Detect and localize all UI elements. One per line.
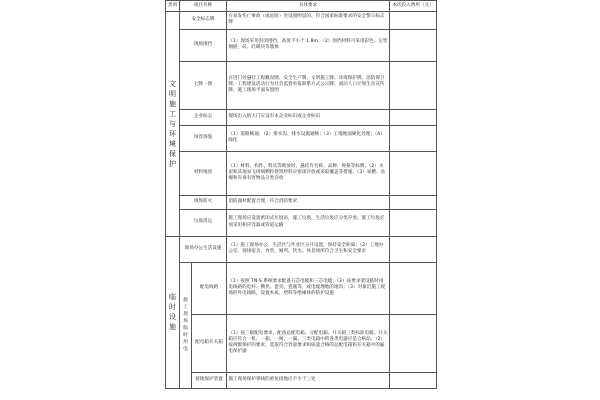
table-row	[166, 61, 437, 109]
item-name: 配电线路	[192, 262, 227, 314]
item-name: 企业标志	[180, 109, 227, 125]
requirement-text: 消防器材配置合理，符合消防要求	[227, 195, 390, 209]
cost-cell[interactable]	[390, 372, 437, 388]
cost-cell[interactable]	[390, 262, 437, 314]
table-row	[166, 195, 437, 209]
table-row	[166, 372, 437, 388]
table-row	[166, 314, 437, 372]
header-requirements: 具体要求	[227, 1, 390, 12]
requirement-text: （1）道路畅通；（2）排水沟、排水设施通畅；（3）工地地面硬化处理；（4）绿化	[227, 125, 390, 151]
item-name: 材料堆放	[180, 151, 227, 195]
table-row	[166, 109, 437, 125]
item-name: 配电箱开关箱	[192, 314, 227, 372]
table-row	[166, 236, 437, 262]
item-name: 现场办公生活设施	[180, 236, 227, 262]
cost-cell[interactable]	[390, 61, 437, 109]
cost-cell[interactable]	[390, 195, 437, 209]
item-name: 接地保护装置	[192, 372, 227, 388]
requirement-text: （1）按照 TN-S 系统要求配备五芯电缆和三芯电缆；（2）按要求架设临时用电线路的电杆、横担、瓷夹、瓷瓶等，或电缆埋地的地沟；（3）对靠近施工现场的外电线路，设置木质、塑料等绝缘体的防护设施	[227, 262, 390, 314]
cost-cell[interactable]	[390, 125, 437, 151]
requirement-text: 现场出入的大门应设有本企业标识或企业标识	[227, 109, 390, 125]
cost-cell[interactable]	[390, 209, 437, 236]
cost-cell[interactable]	[390, 11, 437, 29]
requirement-text: （1）现场采用封闭围挡，高度不小于 1.8m；（2）围挡材料可采用彩色、定型钢板，砖、砼砌块等墙体	[227, 29, 390, 61]
table-row	[166, 125, 437, 151]
table-row	[166, 11, 437, 29]
item-name: 七牌一图	[180, 61, 227, 109]
cost-cell[interactable]	[390, 236, 437, 262]
category-cell: 文明施工与环境保护	[166, 11, 180, 236]
table-row	[166, 209, 437, 236]
subcategory-cell: 施工现场临时用电	[180, 262, 192, 388]
requirement-text: 施工现场应设置密闭式垃圾站，施工垃圾、生活垃圾应分类存放。施工垃圾必须采用相应容器或管道运输	[227, 209, 390, 236]
requirements-table	[165, 0, 436, 400]
requirement-text: 在进门处悬挂工程概况牌、安全生产牌、文明施工牌、环境保护牌、消防保卫牌、工程建设活动行为社会监督举报联系方式公示牌、流动人口计划生育宣传牌、施工现场平面布置图	[227, 61, 390, 109]
item-name: 垃圾清运	[180, 209, 227, 236]
table-row	[166, 262, 437, 314]
requirement-text: （1）按三级配电要求，配备总配电箱、分配电箱、开关箱三类标准电箱。开关箱应符合一机、一箱、一闸、一漏。三类电箱中的各类电器应是合格品；（2）按两级保护的要求，选取符合容量要求和质量合格的总配电箱和开关箱中的漏电保护器	[227, 314, 390, 372]
item-name: 场容场貌	[180, 125, 227, 151]
requirement-text: （1）施工现场办公、生活区与作业区分开设置，保持安全距离；（2）工地办公室、现场宿舍、食堂、厕所、饮水、休息场所符合卫生和安全要求	[227, 236, 390, 262]
header-item: 项目名称	[180, 1, 227, 12]
requirement-text: 施工现场保护零线的重复接地应不少于三处	[227, 372, 390, 388]
cost-cell[interactable]	[390, 109, 437, 125]
header-cost: 本次投入费用（元）	[390, 1, 437, 12]
requirement-text: （1）材料、构件、料具等堆放时，悬挂有名称、品种、规格等标牌；（2）水泥和其他易飞扬细颗粒建筑材料应密闭存放或采取覆盖等措施；（3）易燃、易爆和有毒有害物品分类存放	[227, 151, 390, 195]
cost-cell[interactable]	[390, 314, 437, 372]
item-name: 现场防火	[180, 195, 227, 209]
category-cell: 临时设施	[166, 236, 180, 388]
header-category: 类别	[166, 1, 180, 12]
item-name: 安全标志牌	[180, 11, 227, 29]
cost-cell[interactable]	[390, 29, 437, 61]
requirement-text: 在易发伤亡事故（或危险）处设置明显的、符合国家标准要求的安全警示标志牌	[227, 11, 390, 29]
item-name: 现场围挡	[180, 29, 227, 61]
table-row	[166, 151, 437, 195]
header-row	[166, 1, 437, 12]
table-row	[166, 29, 437, 61]
cost-cell[interactable]	[390, 151, 437, 195]
